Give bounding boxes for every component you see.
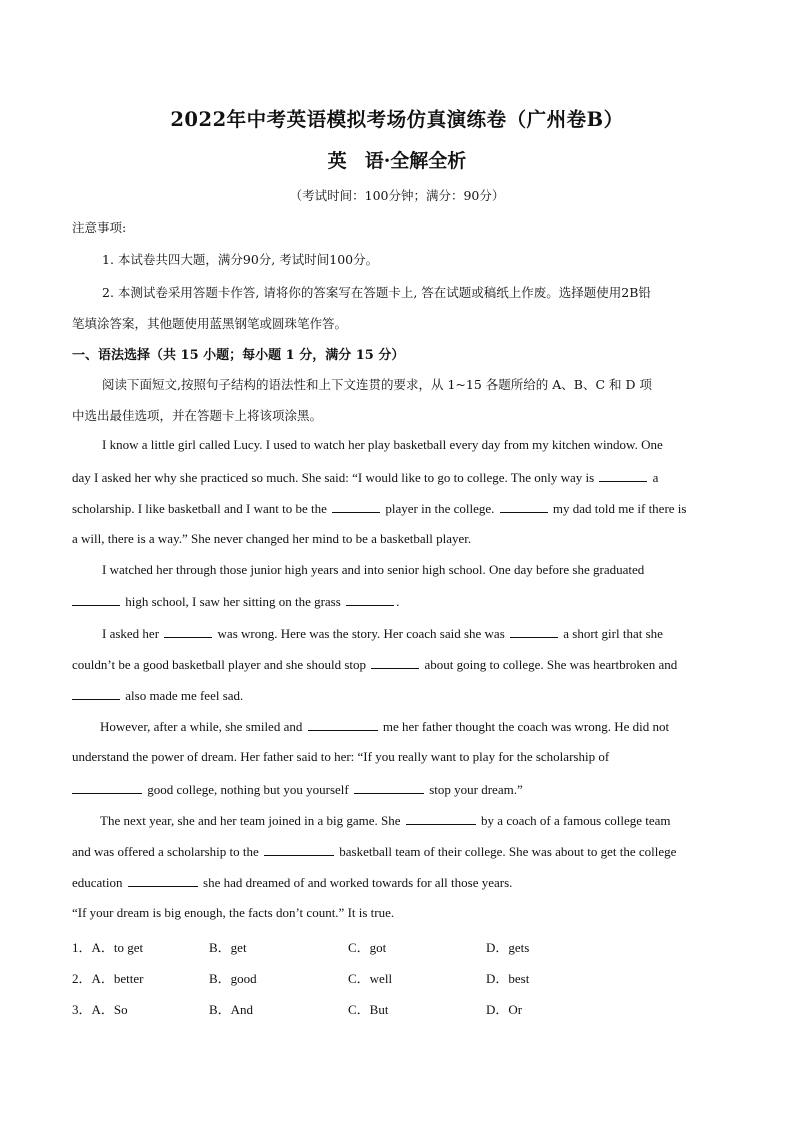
passage-line: “If your dream is big enough, the facts don’t count.” It is true. (72, 905, 395, 920)
section1-instruction-line2: 中选出最佳选项，并在答题卡上将该项涂黑。 (72, 408, 323, 423)
passage-line: The next year, she and her team joined in a big game. She by a coach of a famous college team (100, 813, 671, 828)
answer-blank (72, 687, 120, 700)
passage-line: a will, there is a way.” She never changed her mind to be a basketball player. (72, 531, 472, 546)
answer-blank (264, 843, 334, 856)
answer-blank (371, 656, 419, 669)
page-title: 2022年中考英语模拟考场仿真演练卷（广州卷B） (170, 108, 624, 131)
notes-heading: 注意事项: (72, 220, 127, 235)
passage-line: day I asked her why she practiced so much. She said: “I would like to go to college. The only way is a (72, 470, 659, 485)
option-d: D．Or (486, 1002, 523, 1017)
option-a: 3．A．So (72, 1002, 128, 1017)
answer-blank (332, 500, 380, 513)
answer-blank (406, 812, 476, 825)
option-a: 2．A．better (72, 971, 144, 986)
passage-line: I asked her was wrong. Here was the story. Her coach said she was a short girl that she (102, 626, 663, 641)
passage-line: also made me feel sad. (72, 687, 243, 704)
passage-line: I know a little girl called Lucy. I used to watch her play basketball every day from my kitchen window. One (102, 437, 663, 452)
option-a: 1．A．to get (72, 940, 144, 955)
notes-item-2-line1: 2. 本测试卷采用答题卡作答, 请将你的答案写在答题卡上, 答在试题或稿纸上作废。选择题使用2B铅 (102, 285, 651, 300)
option-c: C．got (348, 940, 387, 955)
answer-blank (164, 625, 212, 638)
option-c: C．well (348, 971, 393, 986)
passage-line: understand the power of dream. Her father said to her: “If you really want to play for the scholarship of (72, 749, 610, 764)
notes-item-2-line2: 笔填涂答案，其他题使用蓝黑钢笔或圆珠笔作答。 (72, 316, 348, 331)
passage-line: I watched her through those junior high years and into senior high school. One day before she graduated (102, 562, 645, 577)
subtitle-part2: 语·全解全析 (364, 150, 467, 172)
option-d: D．best (486, 971, 530, 986)
passage-line: good college, nothing but you yourself stop your dream.” (72, 781, 523, 798)
notes-item-1: 1. 本试卷共四大题，满分90分, 考试时间100分。 (102, 252, 379, 267)
subtitle-part1: 英 (327, 150, 347, 172)
section1-heading: 一、语法选择（共 15 小题；每小题 1 分，满分 15 分） (72, 348, 405, 363)
option-b: B．And (209, 1002, 254, 1017)
answer-blank (500, 500, 548, 513)
option-c: C．But (348, 1002, 389, 1017)
passage-line: education she had dreamed of and worked towards for all those years. (72, 875, 513, 890)
answer-blank (128, 874, 198, 887)
passage-line: high school, I saw her sitting on the grass . (72, 593, 399, 610)
time-info: （考试时间：100分钟；满分：90分） (289, 188, 505, 203)
answer-blank (72, 781, 142, 794)
passage-line: couldn’t be a good basketball player and she should stop about going to college. She was heartbroken and (72, 657, 678, 672)
option-b: B．get (209, 940, 247, 955)
passage-line: However, after a while, she smiled and me her father thought the coach was wrong. He did not (100, 719, 670, 734)
answer-blank (599, 469, 647, 482)
passage-line: scholarship. I like basketball and I want to be the player in the college. my dad told me if there is (72, 501, 687, 516)
answer-blank (308, 718, 378, 731)
option-d: D．gets (486, 940, 530, 955)
answer-blank (72, 593, 120, 606)
option-b: B．good (209, 971, 257, 986)
page-subtitle (0, 146, 794, 173)
answer-blank (346, 593, 394, 606)
answer-blank (354, 781, 424, 794)
passage-line: and was offered a scholarship to the basketball team of their college. She was about to get the college (72, 844, 677, 859)
answer-blank (510, 625, 558, 638)
section1-instruction-line1: 阅读下面短文,按照句子结构的语法性和上下文连贯的要求，从 1~15 各题所给的 A、B、C 和 D 项 (102, 377, 652, 392)
